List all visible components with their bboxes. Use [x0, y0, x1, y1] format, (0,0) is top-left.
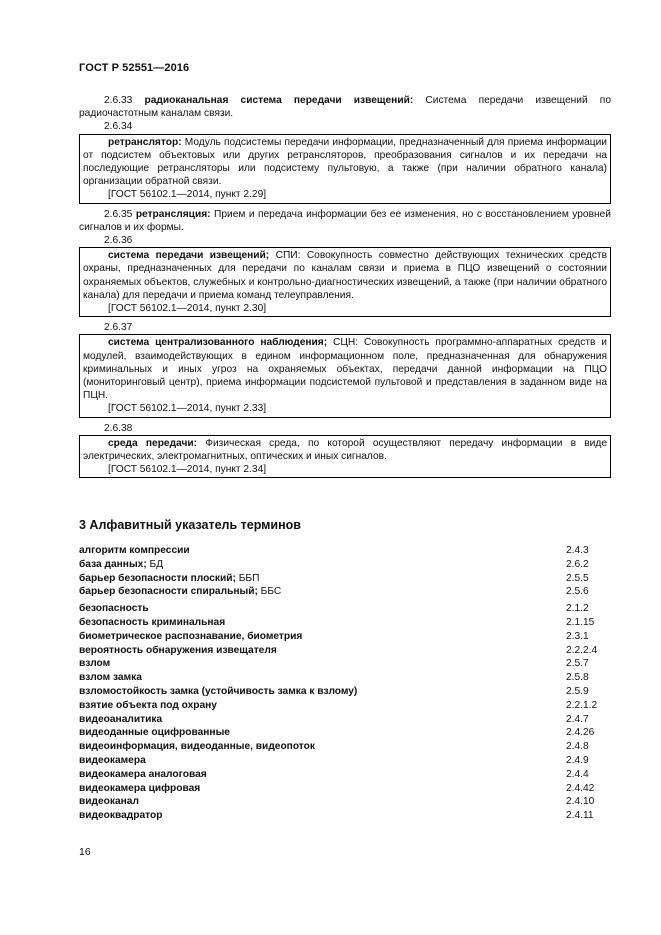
index-term-bold: барьер безопасности спиральный;: [79, 586, 258, 598]
entry-text: СПИ: Совокупность совместно действующих технических средств охраны, предназначенных для передачи по каналам связи и приема в ПЦО извещений о состоянии охраняемых объектов, служебных и контрольно-диагностических извещений, а также (при наличии обратного канала) для передачи и приема команд телеуправления.: [83, 250, 608, 301]
index-term: [79, 616, 566, 630]
index-term: [79, 572, 566, 586]
entry-term: ретрансляция:: [135, 208, 211, 220]
index-row: [79, 685, 611, 699]
index-code: 2.1.15: [566, 616, 595, 628]
index-term-bold: видеоданные оцифрованные: [79, 727, 230, 739]
index-code: 2.6.2: [566, 558, 589, 570]
index-term-bold: видеокамера аналоговая: [79, 768, 207, 780]
index-row: [79, 782, 611, 796]
index-term: [79, 558, 566, 572]
document-code-header: ГОСТ Р 52551—2016: [79, 62, 190, 74]
entry-term: ретранслятор:: [108, 136, 182, 148]
index-term-bold: безопасность криминальная: [79, 616, 226, 628]
entry-term: радиоканальная система передачи извещений:: [144, 95, 414, 106]
index-row: [79, 671, 611, 685]
entry-box-2-6-34: [79, 134, 611, 204]
entry-reference: [ГОСТ 56102.1—2014, пункт 2.29]: [108, 189, 267, 201]
index-term-bold: алгоритм компрессии: [79, 545, 190, 556]
entry-term: среда передачи:: [108, 437, 198, 449]
index-row: [79, 809, 611, 823]
index-code: 2.3.1: [566, 630, 589, 642]
index-term: [79, 726, 566, 740]
index-term: [79, 782, 566, 796]
index-row: [79, 616, 611, 630]
index-code: 2.1.2: [566, 603, 589, 615]
entry-number-2-6-37: 2.6.37: [104, 322, 133, 334]
index-row: [79, 795, 611, 809]
index-code: 2.4.4: [566, 768, 589, 780]
index-term-bold: биометрическое распознавание, биометрия: [79, 630, 303, 642]
index-row: [79, 602, 611, 616]
index-code: 2.4.11: [566, 810, 594, 822]
entry-number: 2.6.33: [104, 95, 133, 106]
index-row: [79, 657, 611, 671]
index-code: 2.4.42: [566, 782, 595, 794]
index-term-bold: видеоквадратор: [79, 810, 163, 822]
entry-reference: [ГОСТ 56102.1—2014, пункт 2.34]: [108, 464, 267, 476]
index-term-bold: взломостойкость замка (устойчивость замка к взлому): [79, 685, 358, 697]
index-code: 2.4.3: [566, 545, 589, 556]
entry-term: система централизованного наблюдения;: [108, 337, 328, 349]
index-term-bold: видеоканал: [79, 796, 139, 808]
entry-reference: [ГОСТ 56102.1—2014, пункт 2.33]: [108, 403, 267, 415]
definitions-block: [79, 94, 611, 482]
index-term: [79, 544, 566, 558]
index-term-bold: видеоаналитика: [79, 713, 163, 725]
index-row: [79, 644, 611, 658]
entry-box-2-6-38: [79, 435, 611, 479]
index-code: 2.4.7: [566, 713, 589, 725]
index-row: [79, 699, 611, 713]
entry-box-2-6-36: [79, 247, 611, 317]
index-term: [79, 644, 566, 658]
index-term-bold: взлом замка: [79, 672, 142, 684]
index-code: 2.5.7: [566, 658, 589, 670]
index-term: [79, 699, 566, 713]
index-term-bold: видеокамера цифровая: [79, 782, 201, 794]
index-row: [79, 630, 611, 644]
index-term-bold: видеокамера: [79, 754, 146, 766]
index-code: 2.5.8: [566, 672, 589, 684]
index-term: [79, 685, 566, 699]
index-term: [79, 630, 566, 644]
index-code: 2.2.2.4: [566, 644, 598, 656]
index-code: 2.5.6: [566, 586, 589, 598]
index-row: [79, 754, 611, 768]
entry-text: Прием и передача информации без ее изменения, но с восстановлением уровней сигналов и их формы.: [79, 208, 611, 233]
index-term: [79, 585, 566, 599]
index-code: 2.4.8: [566, 741, 589, 753]
index-row: [79, 572, 611, 586]
index-term: [79, 768, 566, 782]
index-row: [79, 544, 611, 558]
entry-box-2-6-37: [79, 334, 611, 417]
index-row: [79, 558, 611, 572]
index-row: [79, 768, 611, 782]
term-index: [79, 544, 611, 823]
entry-number-2-6-38: 2.6.38: [104, 422, 133, 434]
entry-2-6-35: [79, 208, 611, 234]
index-code: 2.5.9: [566, 685, 589, 697]
entry-text: Физическая среда, по которой осуществляют передачу информации в виде электрических, электромагнитных, оптических и иных сигналов.: [83, 437, 607, 463]
index-term-bold: видеоинформация, видеоданные, видеопоток: [79, 741, 315, 753]
index-term-abbrev: БД: [146, 558, 164, 570]
entry-text: Модуль подсистемы передачи информации, предназначенный для приема информации от подсистем объектовых или других ретрансляторов, преобразования сигналов и их передачи на последующие ретрансляторы или подсистему пультовую, а также (при наличии обратного канала) организации обратной связи.: [83, 136, 607, 188]
index-term: [79, 657, 566, 671]
page-number: 16: [79, 846, 91, 858]
entry-number: 2.6.35: [104, 208, 133, 220]
index-term-bold: взятие объекта под охрану: [79, 699, 217, 711]
index-term-bold: барьер безопасности плоский;: [79, 572, 236, 584]
index-code: 2.2.1.2: [566, 699, 598, 711]
index-term: [79, 671, 566, 685]
index-term: [79, 713, 566, 727]
index-term: [79, 602, 566, 616]
entry-reference: [ГОСТ 56102.1—2014, пункт 2.30]: [108, 303, 267, 315]
index-row: [79, 726, 611, 740]
index-term-abbrev: ББП: [235, 572, 260, 584]
index-code: 2.4.10: [566, 796, 595, 808]
index-term: [79, 809, 566, 823]
index-term: [79, 754, 566, 768]
entry-term: система передачи извещений;: [108, 250, 270, 262]
index-code: 2.4.9: [566, 754, 589, 766]
index-code: 2.4.26: [566, 727, 595, 739]
index-term-abbrev: ББС: [257, 586, 282, 598]
index-row: [79, 585, 611, 599]
section-title: 3 Алфавитный указатель терминов: [79, 518, 301, 532]
entry-text: Система передачи извещений по радиочастотным каналам связи.: [79, 95, 611, 120]
entry-2-6-33: [79, 94, 611, 120]
index-term-bold: безопасность: [79, 603, 149, 615]
index-term-bold: база данных;: [79, 558, 147, 570]
index-term: [79, 795, 566, 809]
entry-text: СЦН: Совокупность программно-аппаратных средств и модулей, взаимодействующих в едином информационном поле, предназначенная для обнаружения криминальных и иных угроз на охраняемых объектах, передачи данной информации на ПЦО (мониторинговый центр), приема информации подсистемой пультовой и представления в заданном виде на ПЦН.: [83, 337, 607, 402]
entry-number-2-6-34: 2.6.34: [104, 121, 133, 133]
index-term-bold: взлом: [79, 658, 111, 670]
index-row: [79, 713, 611, 727]
index-term: [79, 740, 566, 754]
entry-number-2-6-36: 2.6.36: [104, 235, 133, 247]
index-code: 2.5.5: [566, 572, 589, 584]
index-term-bold: вероятность обнаружения извещателя: [79, 644, 277, 656]
index-row: [79, 740, 611, 754]
